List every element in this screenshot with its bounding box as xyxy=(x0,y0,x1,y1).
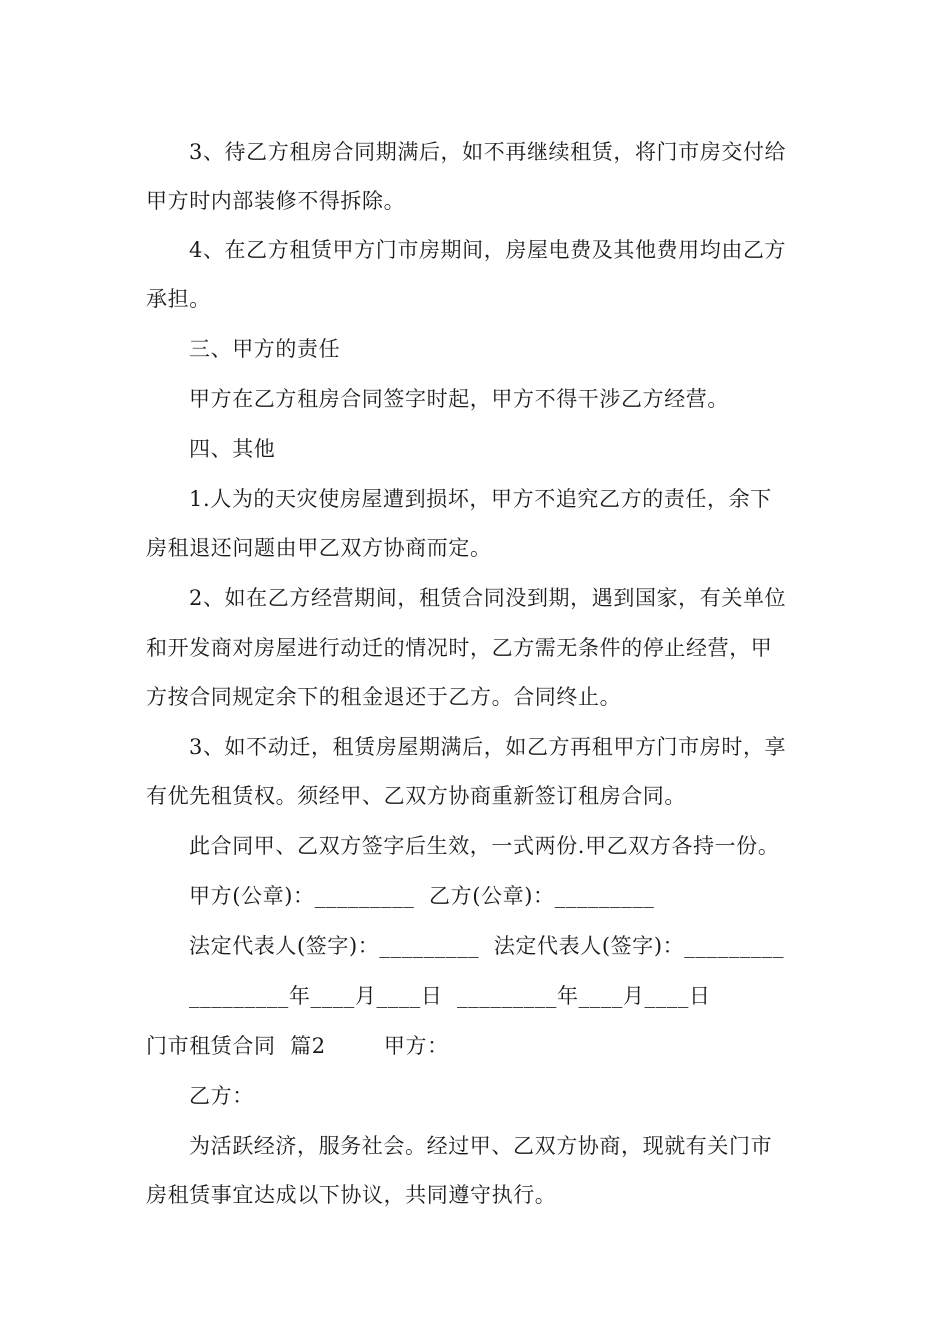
paragraph-line: 为活跃经济，服务社会。经过甲、乙双方协商，现就有关门市 xyxy=(189,1134,773,1158)
paragraph-line: 方按合同规定余下的租金退还于乙方。合同终止。 xyxy=(146,685,622,709)
paragraph-line: 和开发商对房屋进行动迁的情况时，乙方需无条件的停止经营，甲 xyxy=(146,636,773,660)
paragraph-line: 3、待乙方租房合同期满后，如不再继续租赁，将门市房交付给 xyxy=(189,140,787,164)
contract-title-line: 门市租赁合同 篇2 甲方： xyxy=(146,1034,449,1058)
paragraph-line: 1.人为的天灾使房屋遭到损坏，甲方不追究乙方的责任，余下 xyxy=(189,487,772,511)
paragraph-line: 甲方在乙方租房合同签字时起，甲方不得干涉乙方经营。 xyxy=(189,387,729,411)
paragraph-line: 2、如在乙方经营期间，租赁合同没到期，遇到国家，有关单位 xyxy=(189,586,787,610)
section-heading: 四、其他 xyxy=(189,437,276,461)
party-line: 乙方： xyxy=(189,1084,254,1108)
section-heading: 三、甲方的责任 xyxy=(189,337,341,361)
paragraph-line: 此合同甲、乙双方签字后生效，一式两份.甲乙双方各持一份。 xyxy=(189,834,780,858)
paragraph-line: 3、如不动迁，租赁房屋期满后，如乙方再租甲方门市房时，享 xyxy=(189,735,787,759)
seal-line: 甲方(公章)：_________ 乙方(公章)：_________ xyxy=(189,884,655,908)
date-line: _________年____月____日 _________年____月____日 xyxy=(189,984,711,1008)
paragraph-line: 4、在乙方租赁甲方门市房期间，房屋电费及其他费用均由乙方 xyxy=(189,238,787,262)
paragraph-line: 房租退还问题由甲乙双方协商而定。 xyxy=(146,536,492,560)
signature-line: 法定代表人(签字)：_________ 法定代表人(签字)：_________ xyxy=(189,934,785,958)
paragraph-line: 承担。 xyxy=(146,287,211,311)
paragraph-line: 房租赁事宜达成以下协议，共同遵守执行。 xyxy=(146,1183,557,1207)
paragraph-line: 有优先租赁权。须经甲、乙双方协商重新签订租房合同。 xyxy=(146,784,686,808)
paragraph-line: 甲方时内部装修不得拆除。 xyxy=(146,189,406,213)
